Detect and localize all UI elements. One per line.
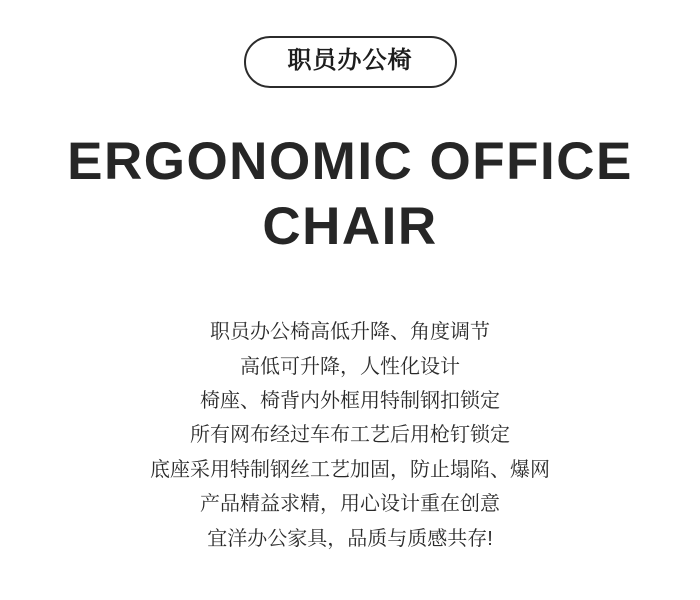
category-badge: 职员办公椅 (244, 36, 457, 88)
page-title (67, 130, 633, 259)
description-line: 产品精益求精，用心设计重在创意 (200, 493, 500, 516)
description-line: 高低可升降，人性化设计 (240, 355, 460, 378)
description-line: 所有网布经过车布工艺后用枪钉锁定 (190, 424, 510, 447)
page-title-line-2: CHAIR (262, 196, 438, 256)
description-line: 底座采用特制钢丝工艺加固，防止塌陷、爆网 (150, 458, 550, 481)
description-line: 宜洋办公家具，品质与质感共存! (207, 527, 493, 550)
description-line: 职员办公椅高低升降、角度调节 (210, 321, 490, 344)
product-description (150, 315, 550, 556)
page-title-line-1: ERGONOMIC OFFICE (67, 132, 633, 191)
description-line: 椅座、椅背内外框用特制钢扣锁定 (200, 390, 500, 413)
